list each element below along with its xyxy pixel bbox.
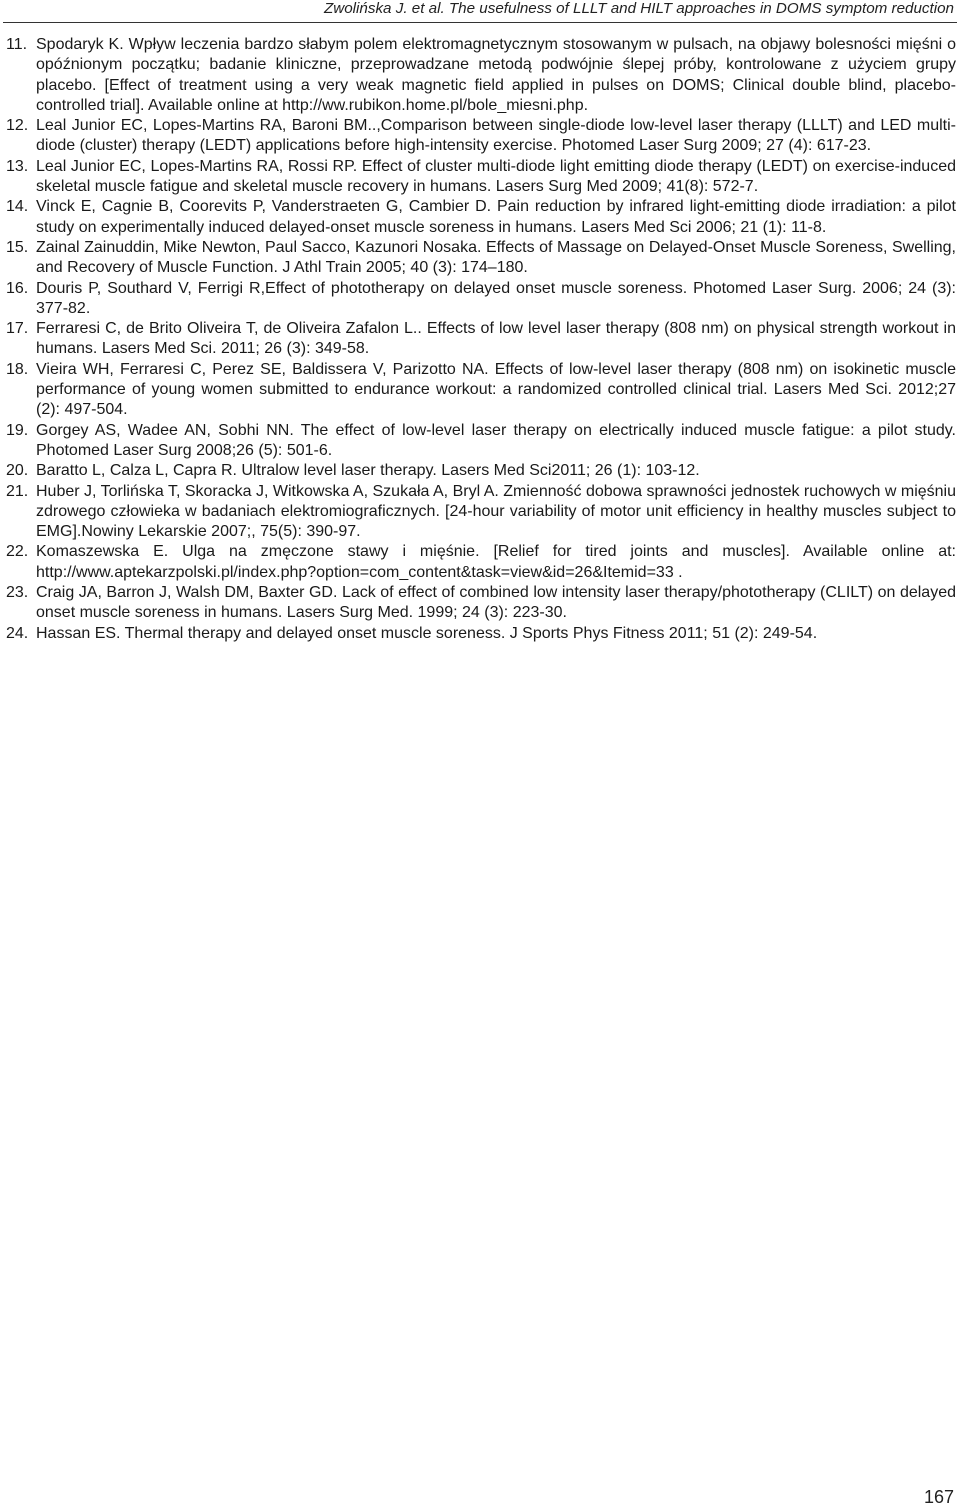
reference-item xyxy=(6,116,956,157)
reference-item xyxy=(6,624,956,644)
reference-text: Hassan ES. Thermal therapy and delayed onset muscle soreness. J Sports Phys Fitness 2011; 51 (2): 249-54. xyxy=(36,624,818,642)
reference-text: Zainal Zainuddin, Mike Newton, Paul Sacco, Kazunori Nosaka. Effects of Massage on Delayed-Onset Muscle Soreness, Swelling, and Recovery of Muscle Function. J Athl Train 2005; 40 (3): 174–180. xyxy=(36,238,956,277)
reference-text: Gorgey AS, Wadee AN, Sobhi NN. The effect of low-level laser therapy on electrically induced muscle fatigue: a pilot study. Photomed Laser Surg 2008;26 (5): 501-6. xyxy=(36,421,956,459)
reference-item xyxy=(6,238,956,279)
reference-list xyxy=(6,35,956,644)
reference-item xyxy=(6,482,956,543)
reference-item xyxy=(6,461,956,481)
reference-item xyxy=(6,279,956,320)
reference-text: Vinck E, Cagnie B, Coorevits P, Vanderstraeten G, Cambier D. Pain reduction by infrared light-emitting diode irradiation: a pilot study on experimentally induced delayed-onset muscle soreness in humans. Lasers Med Sci 2006; 21 (1): 11-8. xyxy=(36,198,956,236)
reference-item xyxy=(6,157,956,198)
reference-item xyxy=(6,542,956,583)
reference-number: 20. xyxy=(6,462,29,480)
reference-number: 19. xyxy=(6,421,29,439)
reference-number: 11. xyxy=(6,36,28,53)
reference-item xyxy=(6,197,956,238)
reference-number: 14. xyxy=(6,198,29,216)
reference-number: 12. xyxy=(6,117,29,135)
reference-item xyxy=(6,583,956,624)
reference-number: 16. xyxy=(6,279,29,297)
header-rule xyxy=(3,22,957,23)
reference-text: Leal Junior EC, Lopes-Martins RA, Rossi RP. Effect of cluster multi-diode light emitting diode therapy (LEDT) on exercise-induced skeletal muscle fatigue and skeletal muscle recovery in humans. Lasers Surg Med 2009; 41(8): 572-7. xyxy=(36,157,956,196)
reference-text: Baratto L, Calza L, Capra R. Ultralow level laser therapy. Lasers Med Sci2011; 26 (1): 103-12. xyxy=(36,462,700,480)
reference-item xyxy=(6,421,956,462)
reference-number: 13. xyxy=(6,157,29,175)
reference-text: Ferraresi C, de Brito Oliveira T, de Oliveira Zafalon L.. Effects of low level laser therapy (808 nm) on physical strength workout in humans. Lasers Med Sci. 2011; 26 (3): 349-58. xyxy=(36,320,956,358)
reference-number: 18. xyxy=(6,360,29,378)
reference-item xyxy=(6,35,956,116)
reference-text: Leal Junior EC, Lopes-Martins RA, Baroni BM..,Comparison between single-diode low-level laser therapy (LLLT) and LED multi-diode (cluster) therapy (LEDT) applications before high-intensity exercise. Photomed Laser Surg 2009; 27 (4): 617-23. xyxy=(36,117,956,155)
reference-number: 23. xyxy=(6,584,29,602)
reference-text: Douris P, Southard V, Ferrigi R,Effect of phototherapy on delayed onset muscle soreness. Photomed Laser Surg. 2006; 24 (3): 377-82. xyxy=(36,279,956,317)
running-head: Zwolińska J. et al. The usefulness of LLLT and HILT approaches in DOMS symptom reduction xyxy=(323,0,954,17)
reference-text: Vieira WH, Ferraresi C, Perez SE, Baldissera V, Parizotto NA. Effects of low-level laser therapy (808 nm) on isokinetic muscle performance of young women submitted to endurance workout: a randomized controlled clinical trial. Lasers Med Sci. 2012;27 (2): 497-504. xyxy=(36,360,956,419)
reference-number: 21. xyxy=(6,482,29,500)
reference-text: Craig JA, Barron J, Walsh DM, Baxter GD. Lack of effect of combined low intensity laser therapy/phototherapy (CLILT) on delayed onset muscle soreness in humans. Lasers Surg Med. 1999; 24 (3): 223-30. xyxy=(36,584,956,622)
reference-number: 15. xyxy=(6,238,29,256)
reference-text: Komaszewska E. Ulga na zmęczone stawy i mięśnie. [Relief for tired joints and muscles]. Available online at: http://www.aptekarzpolski.pl/index.php?option=com_content&task=view&id=26&Itemid=33 . xyxy=(36,543,956,581)
reference-number: 22. xyxy=(6,543,29,561)
reference-number: 17. xyxy=(6,320,29,338)
reference-text: Huber J, Torlińska T, Skoracka J, Witkowska A, Szukała A, Bryl A. Zmienność dobowa sprawności jednostek ruchowych w mięśniu zdrowego człowieka w badaniach elektromiograficznych. [24-hour variability of motor unit efficiency in healthy muscles subject to EMG].Nowiny Lekarskie 2007;, 75(5): 390-97. xyxy=(36,482,956,541)
reference-item xyxy=(6,360,956,421)
reference-item xyxy=(6,319,956,360)
reference-number: 24. xyxy=(6,624,29,642)
page-number: 167 xyxy=(923,1487,954,1507)
reference-text: Spodaryk K. Wpływ leczenia bardzo słabym polem elektromagnetycznym stosowanym w pulsach, na objawy bolesności mięśni o opóźnionym początku; badanie kliniczne, przeprowadzane metodą podwójnie ślepej próby, kontrolowane z użyciem grupy placebo. [Effect of treatment using a very weak magnetic field applied in pulses on DOMS; Clinical double blind, placebo-controlled trial]. Available online at http://ww.rubikon.home.pl/bole_miesni.php. xyxy=(36,36,956,114)
